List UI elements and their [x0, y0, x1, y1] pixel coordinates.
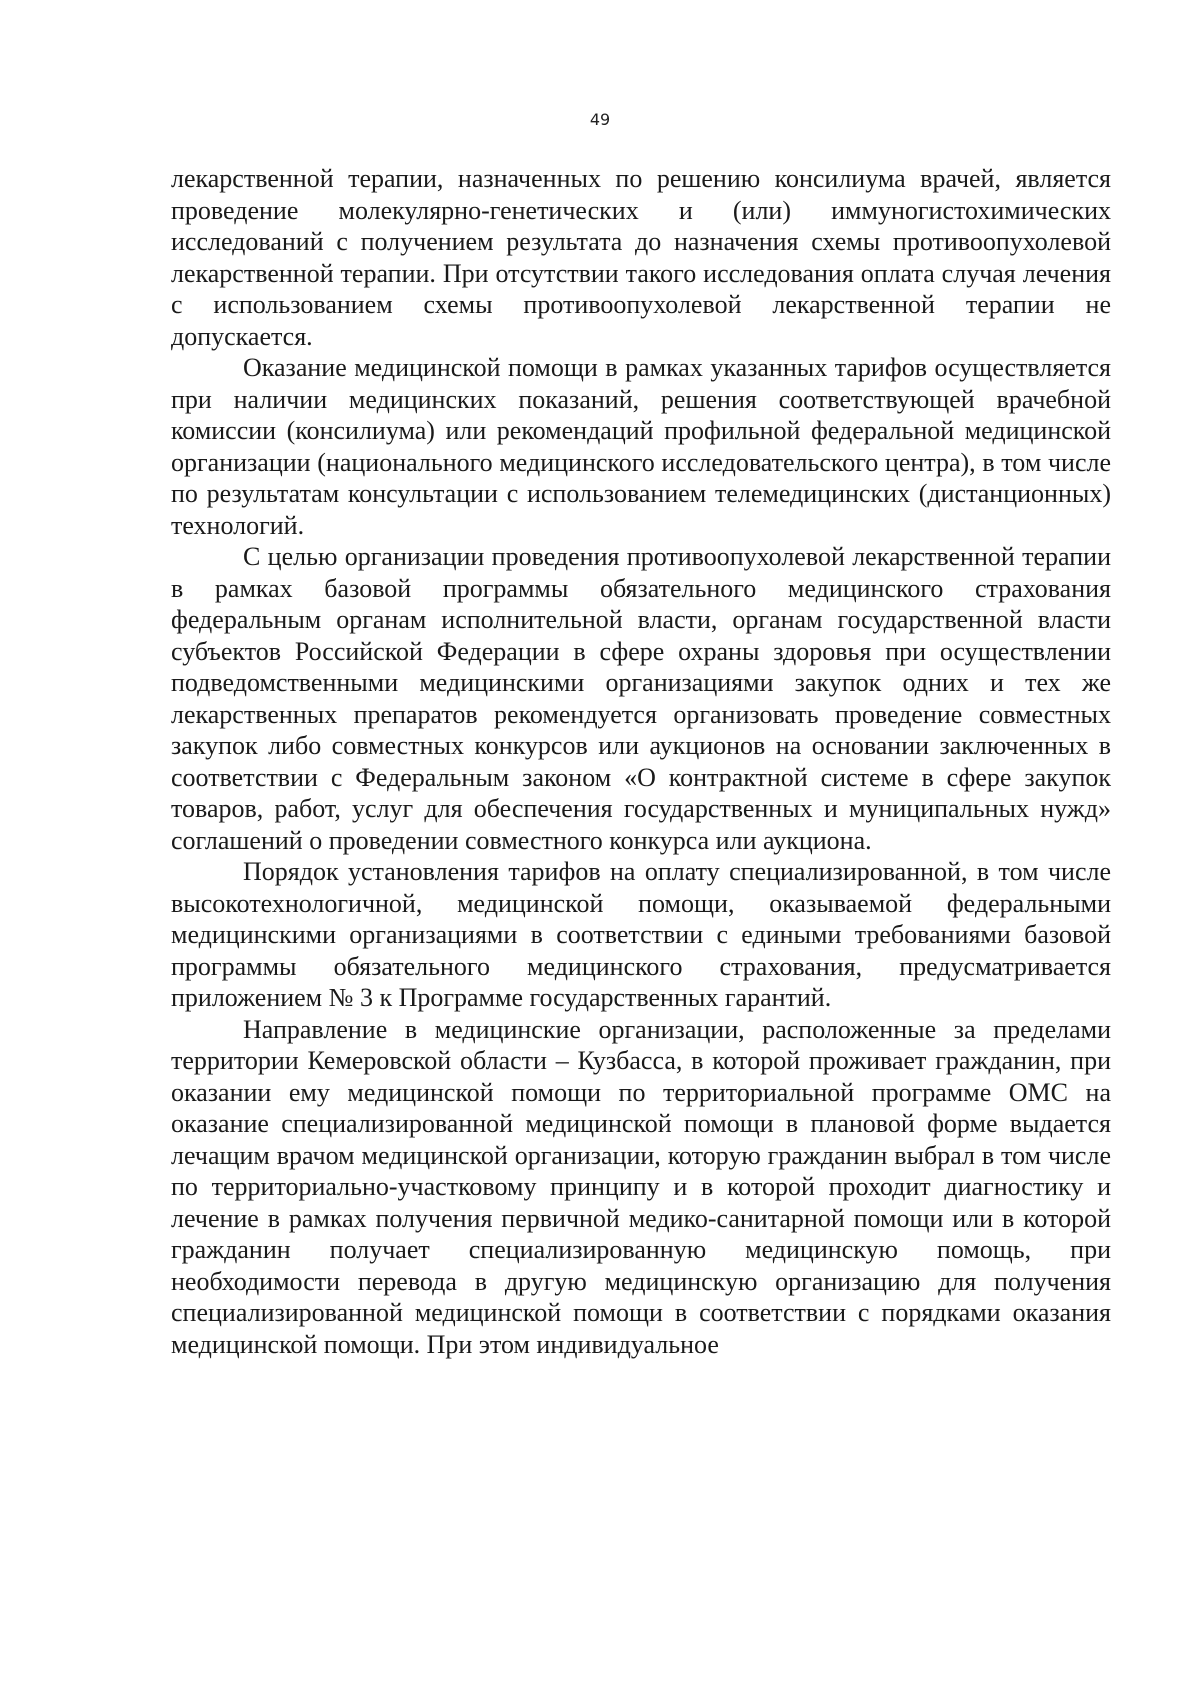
document-body — [171, 163, 1111, 1360]
paragraph-medical-care-provision: Оказание медицинской помощи в рамках указанных тарифов осуществляется при наличии медицинских показаний, решения соответствующей врачебной комиссии (консилиума) или рекомендаций профильной федеральной медицинской организации (национального медицинского исследовательского центра), в том числе по результатам консультации с использованием телемедицинских (дистанционных) технологий. — [171, 353, 1111, 540]
paragraph-joint-procurement: С целью организации проведения противоопухолевой лекарственной терапии в рамках базовой программы обязательного медицинского страхования федеральным органам исполнительной власти, органам государственной власти субъектов Российской Федерации в сфере охраны здоровья при осуществлении подведомственными медицинскими организациями закупок одних и тех же лекарственных препаратов рекомендуется организовать проведение совместных закупок либо совместных конкурсов или аукционов на основании заключенных в соответствии с Федеральным законом «О контрактной системе в сфере закупок товаров, работ, услуг для обеспечения государственных и муниципальных нужд» соглашений о проведении совместного конкурса или аукциона. — [171, 542, 1111, 855]
page-number: 49 — [589, 110, 611, 129]
paragraph-tariff-procedure: Порядок установления тарифов на оплату специализированной, в том числе высокотехнологичной, медицинской помощи, оказываемой федеральными медицинскими организациями в соответствии с едиными требованиями базовой программы обязательного медицинского страхования, предусматривается приложением № 3 к Программе государственных гарантий. — [171, 857, 1111, 1012]
paragraph-continuation: лекарственной терапии, назначенных по решению консилиума врачей, является проведение молекулярно-генетических и (или) иммуногистохимических исследований с получением результата до назначения схемы противоопухолевой лекарственной терапии. При отсутствии такого исследования оплата случая лечения с использованием схемы противоопухолевой лекарственной терапии не допускается. — [171, 164, 1111, 351]
paragraph-referral-direction: Направление в медицинские организации, расположенные за пределами территории Кемеровской области – Кузбасса, в которой проживает гражданин, при оказании ему медицинской помощи по территориальной программе ОМС на оказание специализированной медицинской помощи в плановой форме выдается лечащим врачом медицинской организации, которую гражданин выбрал в том числе по территориально-участковому принципу и в которой проходит диагностику и лечение в рамках получения первичной медико-санитарной помощи или в которой гражданин получает специализированную медицинскую помощь, при необходимости перевода в другую медицинскую организацию для получения специализированной медицинской помощи в соответствии с порядками оказания медицинской помощи. При этом индивидуальное — [171, 1014, 1111, 1359]
